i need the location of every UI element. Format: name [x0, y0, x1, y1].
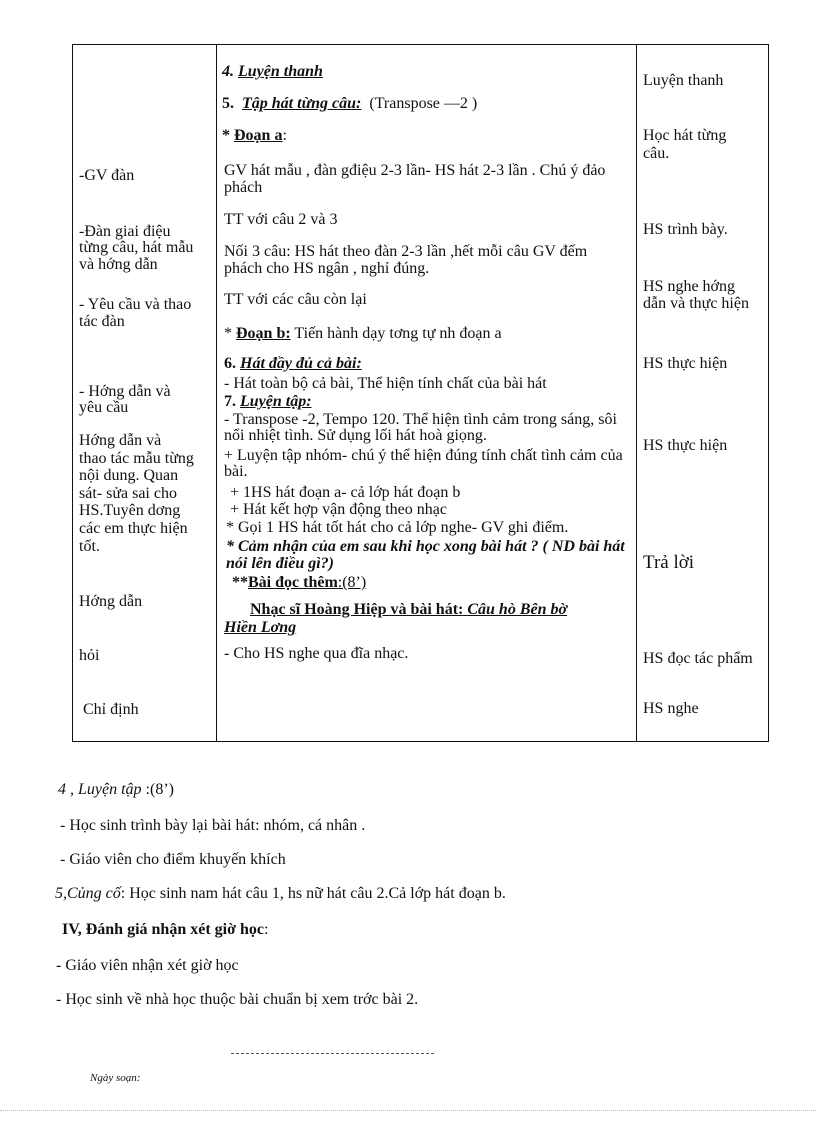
teacher-line: yêu cầu	[79, 399, 129, 416]
student-line: HS nghe	[643, 700, 699, 717]
teacher-line: sát- sửa sai cho	[79, 485, 177, 502]
ngay-soan-label: Ngày soạn:	[90, 1072, 141, 1084]
teacher-line: -GV đàn	[79, 167, 135, 184]
doan-a-heading: * Đoạn a:	[222, 127, 287, 144]
content-paragraph: * Cảm nhận của em sau khi học xong bài hát ? ( ND bài hát nói lên điều gì?)	[226, 538, 625, 572]
doan-b-line: * Đoạn b: Tiến hành dạy tơng tự nh đoạn a	[224, 325, 502, 342]
teacher-line: - Yêu cầu và thao	[79, 296, 192, 313]
teacher-line: nội dung. Quan	[79, 467, 179, 484]
content-line: - Cho HS nghe qua đĩa nhạc.	[224, 645, 409, 662]
teacher-line: từng câu, hát mẫu	[79, 239, 194, 256]
body-line: - Học sinh về nhà học thuộc bài chuẩn bị xem trớc bài 2.	[56, 991, 419, 1008]
content-line: + 1HS hát đoạn a- cả lớp hát đoạn b	[230, 484, 461, 501]
song-heading: Nhạc sĩ Hoàng Hiệp và bài hát: Câu hò Bên bờ	[250, 601, 568, 618]
section-7-heading: 7. Luyện tập:	[224, 393, 312, 410]
content-line: TT với các câu còn lại	[224, 291, 367, 308]
column-divider-2	[636, 45, 637, 741]
teacher-line: Hớng dẫn	[79, 593, 143, 610]
content-line: - Hát toàn bộ cả bài, Thể hiện tính chất của bài hát	[224, 375, 547, 392]
student-line: HS đọc tác phẩm	[643, 651, 753, 667]
content-paragraph: GV hát mẫu , đàn gđiệu 2-3 lần- HS hát 2-3 lần . Chú ý đảo phách	[224, 162, 606, 196]
teacher-line: - Hớng dẫn và	[79, 383, 171, 400]
body-line: - Giáo viên cho điểm khuyến khích	[60, 851, 286, 868]
student-line: Học hát từng	[643, 127, 727, 144]
teacher-line: và hớng dẫn	[79, 256, 158, 273]
teacher-line: các em thực hiện	[79, 520, 188, 537]
teacher-line: tác đàn	[79, 313, 125, 330]
section-5-heading: 5. Tập hát từng câu: (Transpose —2 )	[222, 95, 478, 112]
teacher-line: hỏi	[79, 647, 100, 664]
student-line: HS trình bày.	[643, 221, 728, 238]
student-line: dẫn và thực hiện	[643, 295, 749, 312]
body-line: - Học sinh trình bày lại bài hát: nhóm, cá nhân .	[60, 817, 366, 834]
student-line: HS thực hiện	[643, 437, 728, 454]
teacher-line: Hớng dẫn và	[79, 432, 162, 449]
content-line: + Hát kết hợp vận động theo nhạc	[230, 501, 447, 518]
teacher-line: Chỉ định	[83, 701, 139, 718]
doc-them-heading: **Bài đọc thêm:(8’)	[232, 574, 367, 591]
teacher-line: thao tác mẫu từng	[79, 450, 194, 467]
student-line: HS nghe hớng	[643, 278, 736, 295]
luyen-tap-heading: 4 , Luyện tập :(8’)	[58, 781, 174, 798]
danh-gia-heading: IV, Đánh giá nhận xét giờ học:	[62, 921, 269, 938]
student-line: Trả lời	[643, 552, 695, 573]
section-6-heading: 6. Hát đầy đủ cả bài:	[224, 355, 362, 372]
content-line: TT với câu 2 và 3	[224, 211, 338, 228]
content-line: * Gọi 1 HS hát tốt hát cho cả lớp nghe- GV ghi điểm.	[226, 519, 569, 536]
section-4-heading: 4. Luyện thanh	[222, 63, 323, 80]
cung-co-line: 5,Củng cố: Học sinh nam hát câu 1, hs nữ hát câu 2.Cả lớp hát đoạn b.	[55, 885, 506, 902]
separator-line	[231, 1053, 434, 1054]
page-edge-dots	[0, 1110, 816, 1111]
teacher-line: HS.Tuyên dơng	[79, 502, 181, 519]
content-paragraph: + Luyện tập nhóm- chú ý thể hiện đúng tính chất tình cảm của bài.	[224, 447, 623, 480]
student-line: Luyện thanh	[643, 72, 724, 89]
teacher-line: -Đàn giai điệu	[79, 223, 171, 240]
body-line: - Giáo viên nhận xét giờ học	[56, 957, 239, 974]
content-paragraph: Nối 3 câu: HS hát theo đàn 2-3 lần ,hết mỗi câu GV đếm phách cho HS ngân , nghỉ đúng.	[224, 243, 588, 277]
student-line: câu.	[643, 145, 670, 162]
teacher-line: tốt.	[79, 538, 100, 555]
content-paragraph: - Transpose -2, Tempo 120. Thể hiện tình cảm trong sáng, sôi nổi nhiệt tình. Sử dụng lối hát hoà giọng.	[224, 411, 617, 444]
column-divider-1	[216, 45, 217, 741]
student-line: HS thực hiện	[643, 355, 728, 372]
song-heading-cont: Hiền Lơng	[224, 619, 297, 636]
